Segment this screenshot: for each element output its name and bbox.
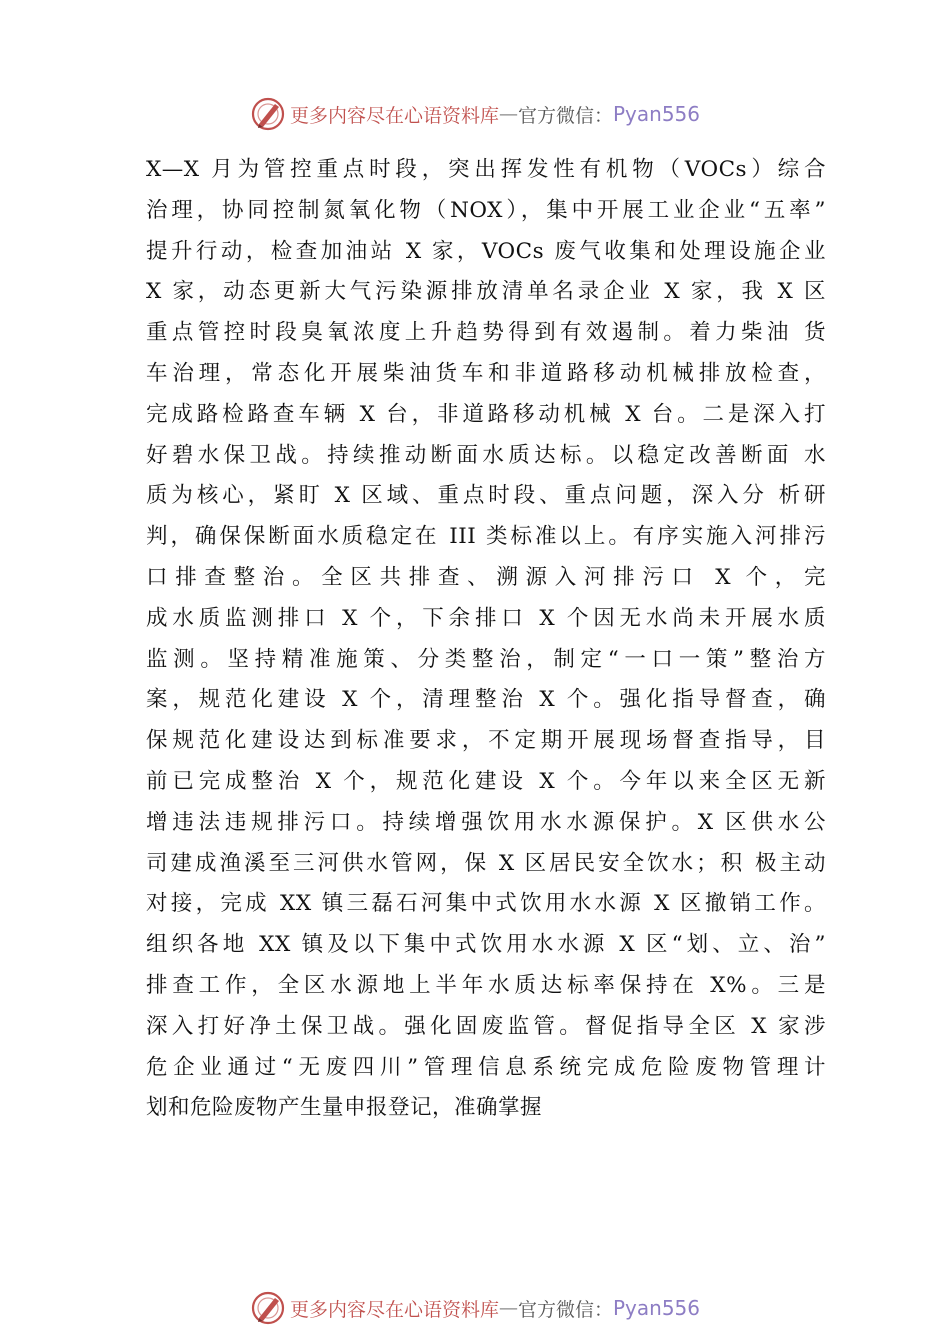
text-line: 口排查整治。全区共排查、溯源入河排污口 X 个，完 (146, 564, 826, 590)
header-banner (0, 94, 950, 134)
footer-banner (0, 1288, 950, 1328)
text-line: 保规范化建设达到标准要求，不定期开展现场督查指导，目 (146, 728, 826, 754)
text-line: 司建成渔溪至三河供水管网，保 X 区居民安全饮水；积 极主动 (146, 850, 826, 876)
text-line: 好碧水保卫战。持续推动断面水质达标。以稳定改善断面 水 (146, 442, 826, 468)
text-line: 判，确保保断面水质稳定在 III 类标准以上。有序实施入河排污 (146, 524, 826, 550)
document-body (146, 150, 826, 1129)
text-line: 质为核心，紧盯 X 区域、重点时段、重点问题，深入分 析研 (146, 483, 826, 509)
text-line: X 家，动态更新大气污染源排放清单名录企业 X 家，我 X 区 (146, 279, 826, 305)
text-line: 成水质监测排口 X 个，下余排口 X 个因无水尚未开展水质 (146, 605, 826, 631)
banner-contact-id: Pyan556 (613, 1296, 701, 1320)
banner-contact-label: 官方微信： (517, 1298, 613, 1321)
text-line: 治理，协同控制氮氧化物（NOX），集中开展工业企业“五率” (146, 197, 826, 223)
text-line: 深入打好净土保卫战。强化固废监管。督促指导全区 X 家涉 (146, 1013, 826, 1039)
text-line: 划和危险废物产生量申报登记，准确掌握 (146, 1095, 543, 1121)
banner-contact-id: Pyan556 (613, 102, 701, 126)
text-line: 车治理，常态化开展柴油货车和非道路移动机械排放检查， (146, 360, 826, 386)
text-line: 排查工作，全区水源地上半年水质达标率保持在 X%。三是 (146, 972, 826, 998)
banner-separator: — (498, 103, 518, 125)
text-line: 危企业通过“无废四川”管理信息系统完成危险废物管理计 (146, 1054, 826, 1080)
banner-contact-label: 官方微信： (517, 104, 613, 127)
text-line: 增违法违规排污口。持续增强饮用水水源保护。X 区供水公 (146, 809, 826, 835)
text-line: 提升行动，检查加油站 X 家，VOCs 废气收集和处理设施企业 (146, 238, 826, 264)
text-line: 前已完成整治 X 个，规范化建设 X 个。今年以来全区无新 (146, 768, 826, 794)
pen-logo-icon (250, 1290, 286, 1326)
pen-logo-icon (250, 96, 286, 132)
text-line: 案，规范化建设 X 个，清理整治 X 个。强化指导督查，确 (146, 687, 826, 713)
text-line: 监测。坚持精准施策、分类整治，制定“一口一策”整治方 (146, 646, 826, 672)
banner-separator: — (498, 1297, 518, 1319)
banner-title: 更多内容尽在心语资料库 (289, 104, 499, 127)
text-line: 组织各地 XX 镇及以下集中式饮用水水源 X 区“划、立、治” (146, 932, 826, 958)
banner-title: 更多内容尽在心语资料库 (289, 1298, 499, 1321)
text-line: 完成路检路查车辆 X 台，非道路移动机械 X 台。二是深入打 (146, 401, 826, 427)
text-line: 重点管控时段臭氧浓度上升趋势得到有效遏制。着力柴油 货 (146, 320, 826, 346)
text-line: X—X 月为管控重点时段，突出挥发性有机物（VOCs）综合 (146, 157, 826, 182)
text-line: 对接，完成 XX 镇三磊石河集中式饮用水水源 X 区撤销工作。 (146, 891, 826, 917)
